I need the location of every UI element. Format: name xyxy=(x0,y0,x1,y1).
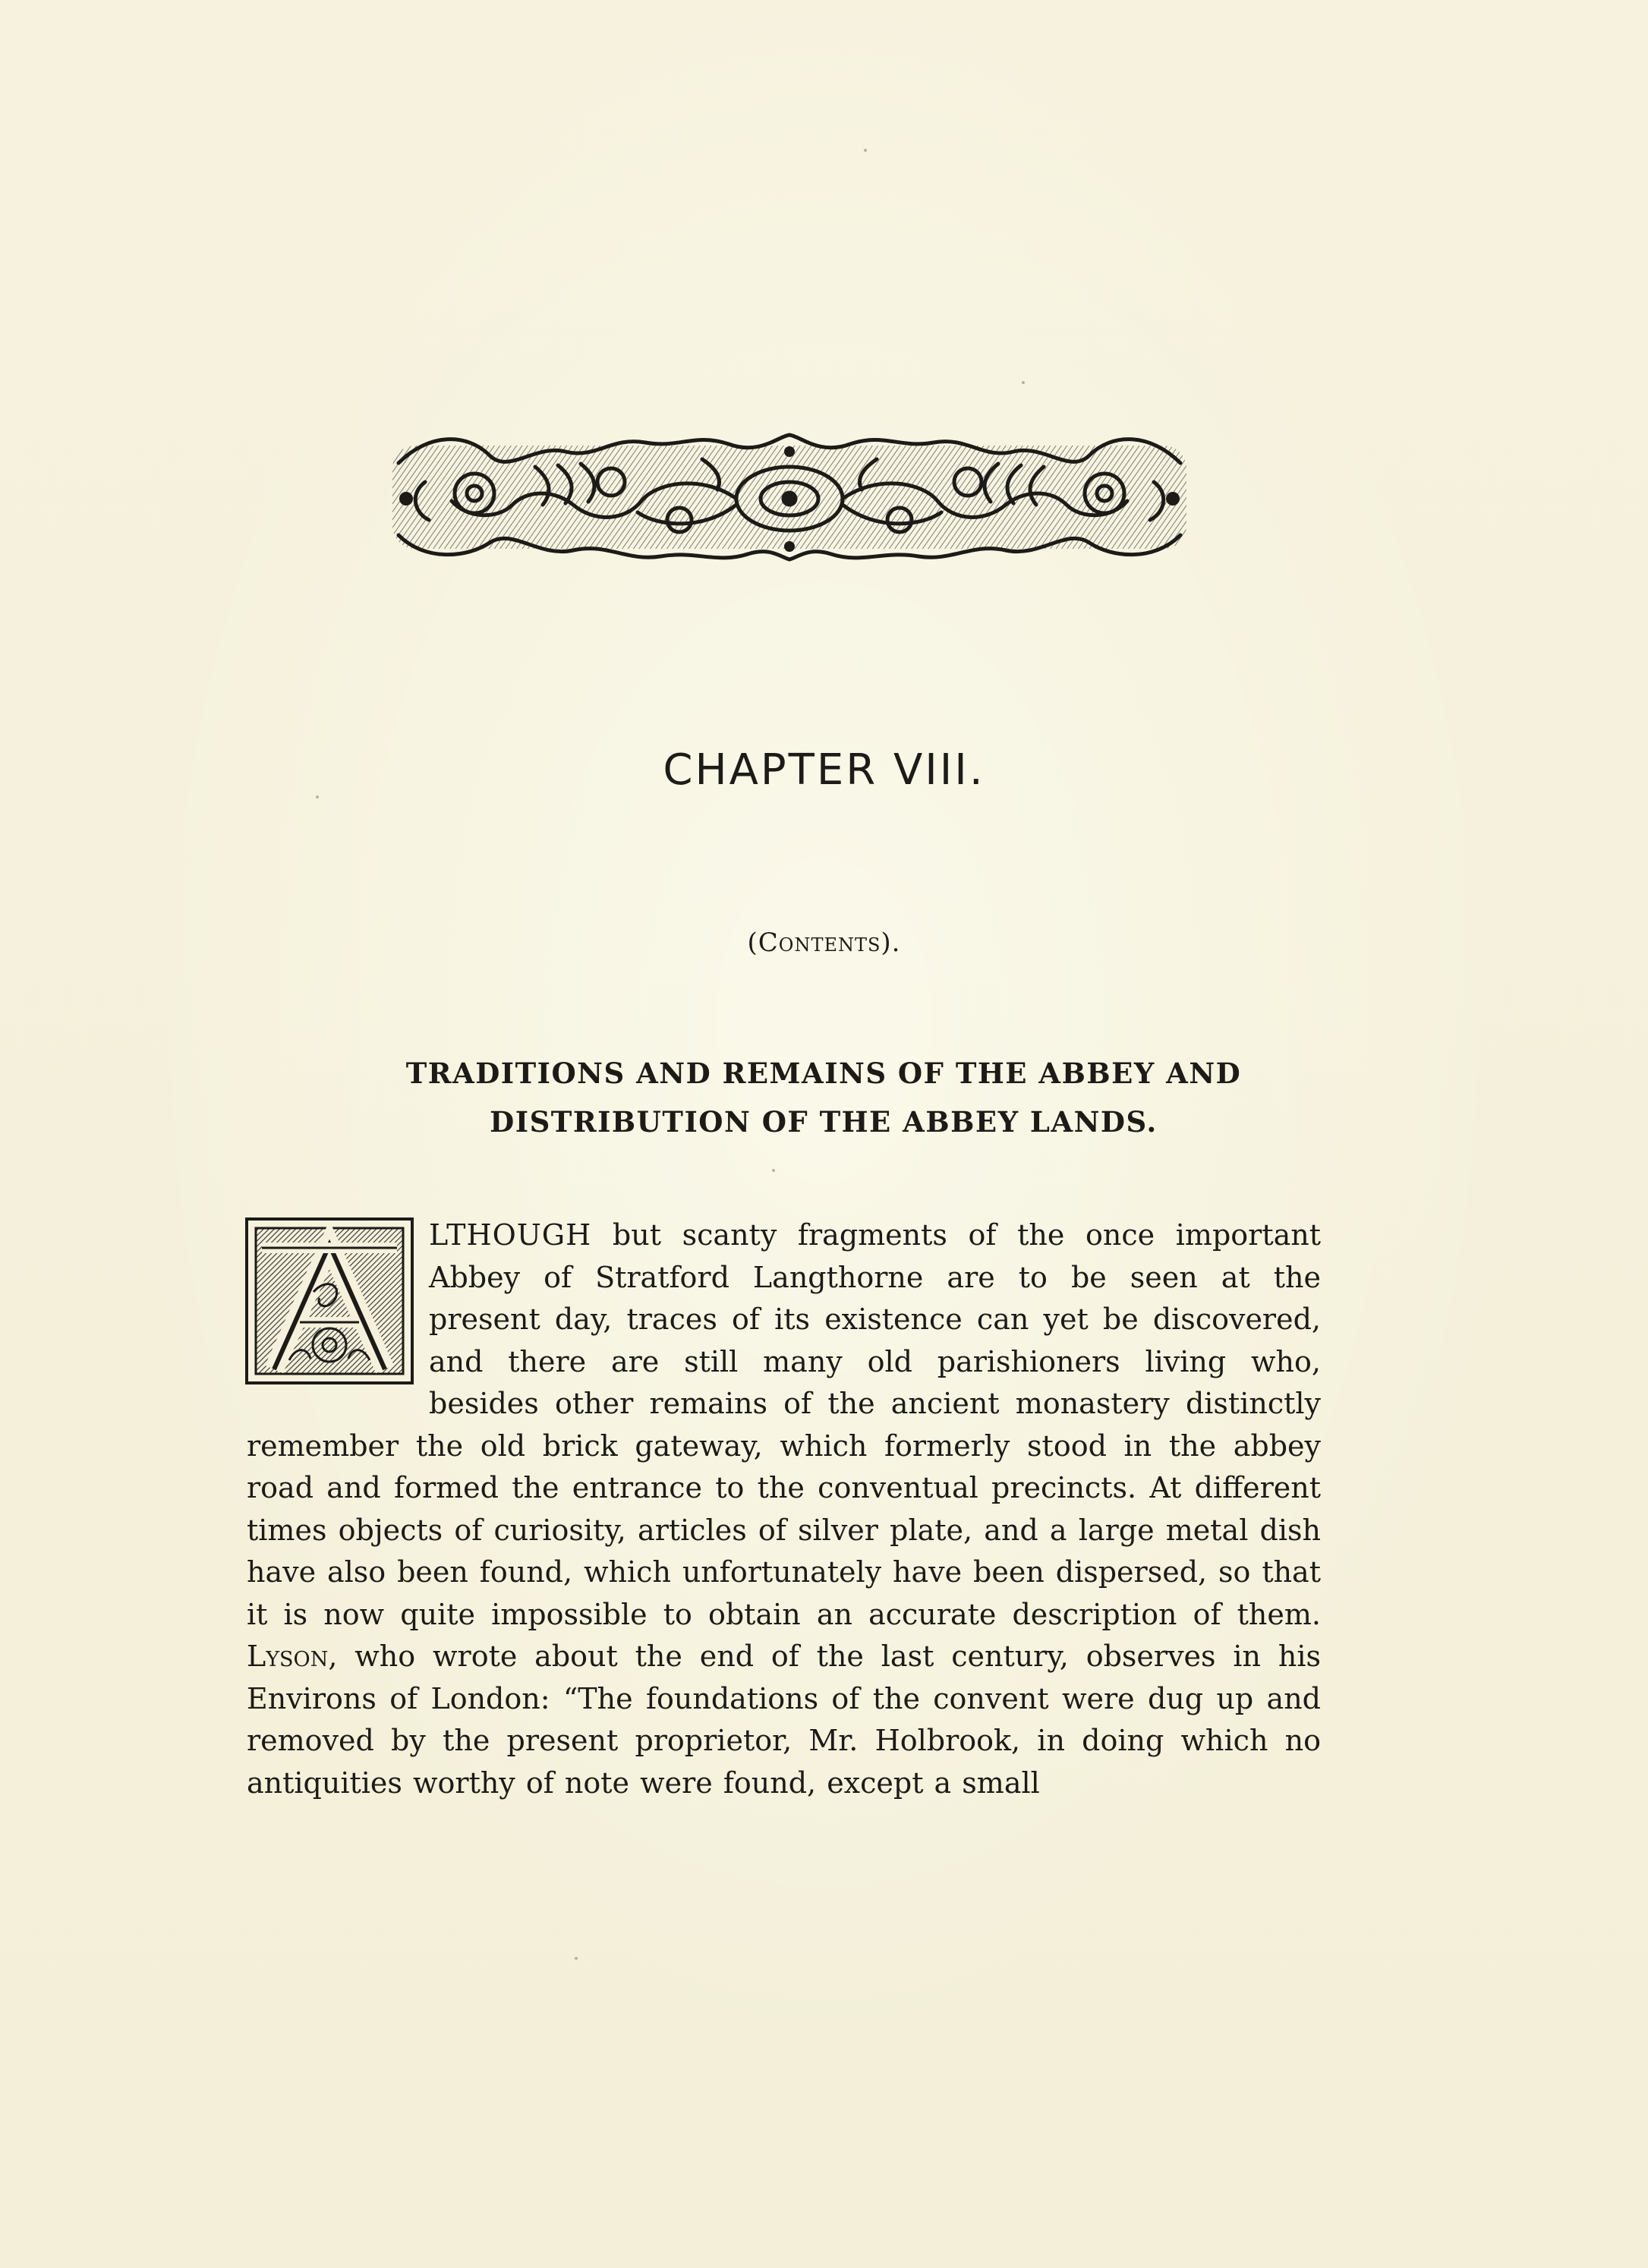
contents-label: (Contents). xyxy=(747,928,901,958)
author-name: Lyson xyxy=(247,1640,329,1673)
subtitle-line: TRADITIONS AND REMAINS OF THE ABBEY AND xyxy=(405,1057,1242,1090)
decorated-initial-a-icon xyxy=(244,1216,415,1386)
paper-speck xyxy=(1022,381,1025,384)
paper-speck xyxy=(772,1169,775,1172)
body-text: , who wrote about the end of the last century, observes in his Environs of London: “The foundations of the convent were dug up and removed by the present proprietor, Mr. Holbrook, in doing which no antiquities worthy of note were found, except a small xyxy=(247,1640,1321,1800)
chapter-subtitle xyxy=(251,1049,1397,1146)
paper-speck xyxy=(316,795,319,799)
chapter-title: CHAPTER VIII. xyxy=(663,745,985,795)
foliage-scroll-ornament-icon xyxy=(383,429,1196,565)
paper-speck xyxy=(864,149,867,152)
body-text: but scanty fragments of the once important Abbey of Stratford Langthorne are to be seen at the present day, traces of its existence can yet be discovered, and there are still many old parishioners living who, besides other remains of the ancient monastery distinctly remember the old brick gateway, which formerly stood in the abbey road and formed the entrance to the conventual precincts. At different times objects of curiosity, articles of silver plate, and a large metal dish have also been found, which unfortunately have been dispersed, so that it is now quite impossible to obtain an accurate description of them. xyxy=(247,1218,1321,1631)
paper-speck xyxy=(575,1957,578,1960)
lead-caps: LTHOUGH xyxy=(429,1218,592,1252)
subtitle-line: DISTRIBUTION OF THE ABBEY LANDS. xyxy=(490,1105,1158,1139)
body-paragraph xyxy=(247,1214,1321,1804)
